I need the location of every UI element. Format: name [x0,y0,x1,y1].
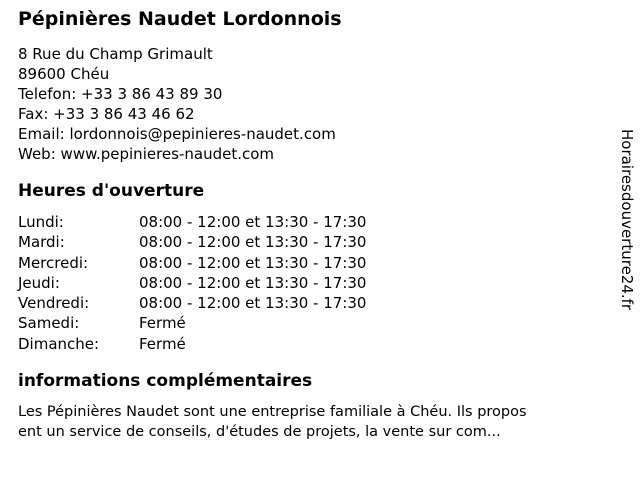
email-line [18,124,610,144]
additional-info-heading: informations complémentaires [18,371,313,392]
day-label: Dimanche: [18,334,100,353]
business-name: Pépinières Naudet Lordonnois [18,8,342,30]
additional-info-text [18,402,610,442]
phone-value: +33 3 86 43 89 30 [81,85,223,103]
hours-row-friday [18,293,610,313]
web-line [18,144,610,164]
web-label: Web: [18,145,56,163]
phone-label: Telefon: [18,85,77,103]
email-label: Email: [18,125,65,143]
day-label: Vendredi: [18,294,90,313]
day-times: 08:00 - 12:00 et 13:30 - 17:30 [139,233,367,252]
day-label: Mercredi: [18,253,89,272]
day-label: Mardi: [18,233,65,252]
web-value: www.pepinieres-naudet.com [60,145,275,163]
hours-row-monday [18,212,610,232]
email-value: lordonnois@pepinieres-naudet.com [69,125,336,143]
day-label: Samedi: [18,314,80,333]
contact-block [18,44,610,164]
day-label: Jeudi: [18,273,60,292]
hours-row-sunday [18,334,610,354]
opening-hours-heading: Heures d'ouverture [18,181,205,201]
opening-hours-table [18,212,610,354]
hours-row-tuesday [18,232,610,252]
day-times: 08:00 - 12:00 et 13:30 - 17:30 [139,273,367,292]
day-times: 08:00 - 12:00 et 13:30 - 17:30 [139,294,367,313]
info-text-line: Les Pépinières Naudet sont une entreprise familiale à Chéu. Ils propos [18,404,527,421]
day-times: Fermé [139,334,186,353]
day-times: Fermé [139,314,186,333]
address-line-2: 89600 Chéu [18,65,110,83]
fax-value: +33 3 86 43 46 62 [53,105,195,123]
fax-label: Fax: [18,105,49,123]
address-line-1: 8 Rue du Champ Grimault [18,45,213,63]
site-watermark: Horairesdouverture24.fr [618,129,636,311]
day-times: 08:00 - 12:00 et 13:30 - 17:30 [139,253,367,272]
fax-line [18,104,610,124]
hours-row-saturday [18,313,610,333]
hours-row-thursday [18,273,610,293]
day-label: Lundi: [18,213,64,231]
info-text-line: ent un service de conseils, d'études de projets, la vente sur com... [18,424,501,441]
phone-line [18,84,610,104]
hours-row-wednesday [18,253,610,273]
day-times: 08:00 - 12:00 et 13:30 - 17:30 [139,213,367,231]
